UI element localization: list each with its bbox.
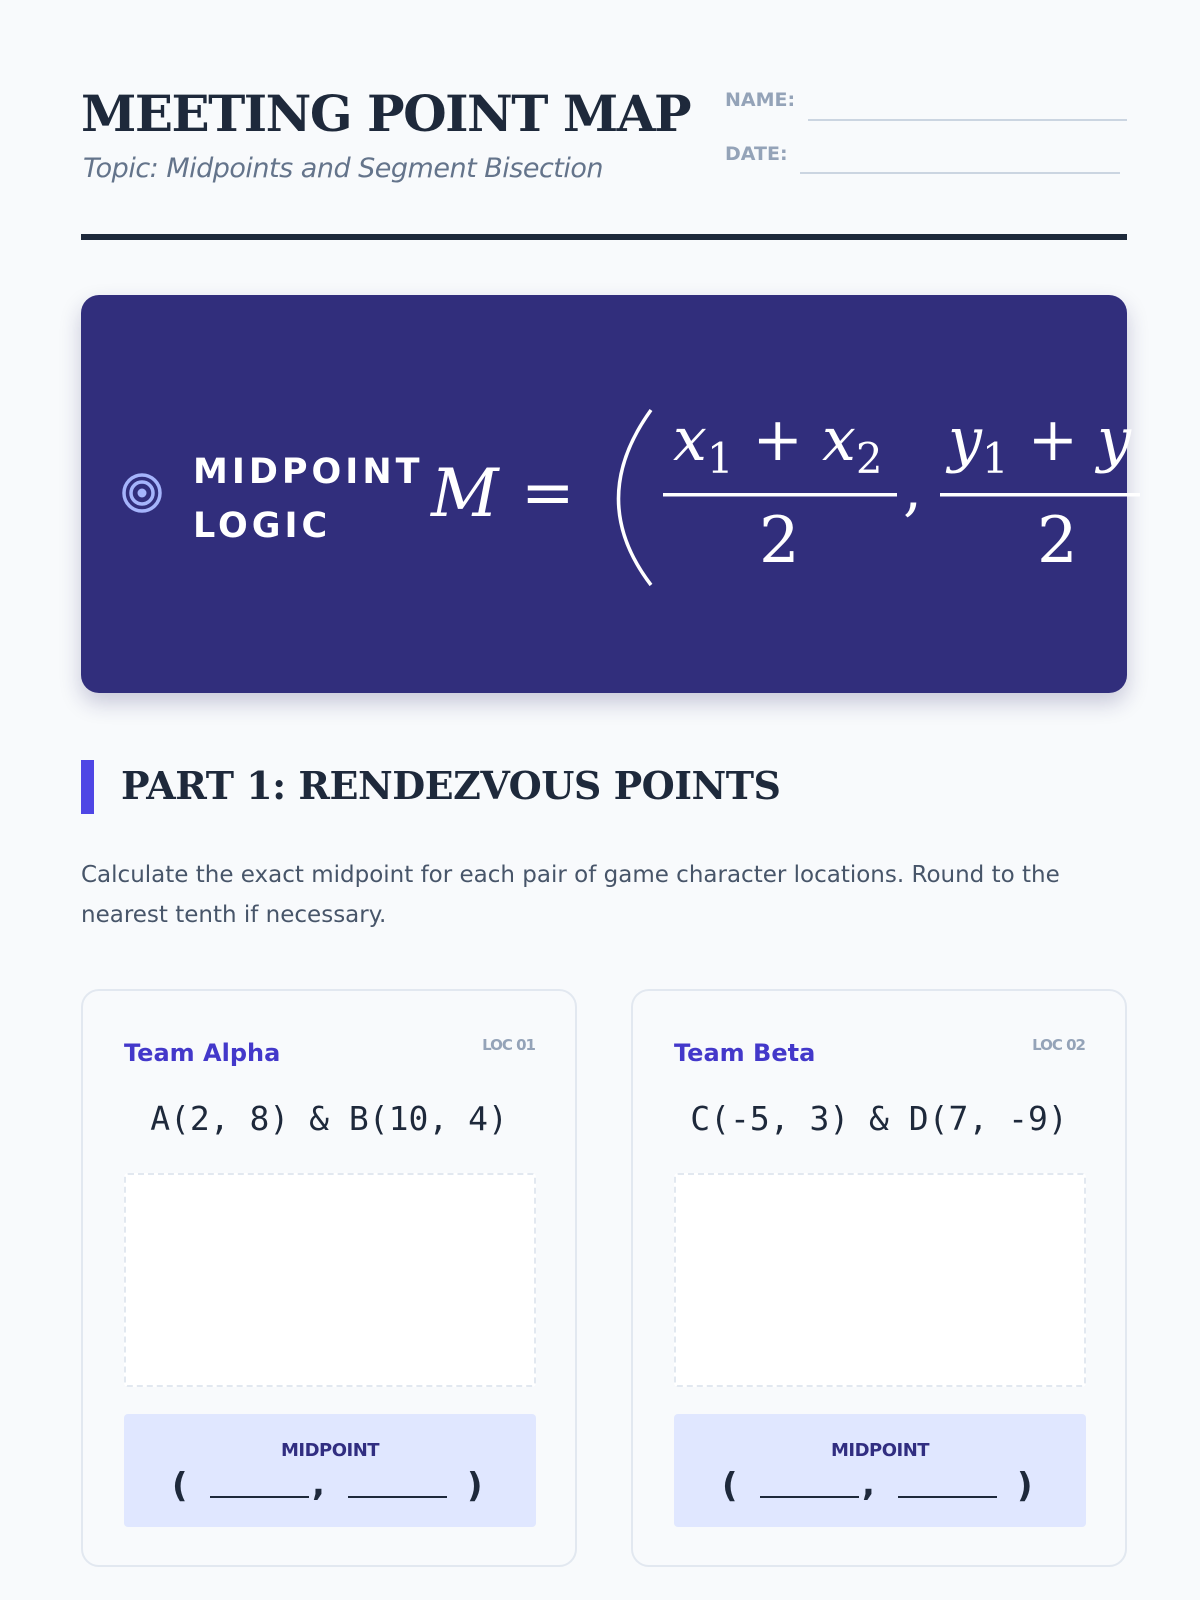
formula-x1-x2: $x_1 + x_2$ (673, 405, 883, 483)
name-label: NAME: (725, 89, 796, 111)
formula-panel (81, 295, 1131, 693)
location-tag: LOC 02 (1032, 1036, 1085, 1054)
midpoint-answer-box (674, 1414, 1086, 1527)
formula-comma: , (903, 454, 923, 524)
formula-label-line1: MIDPOINT (193, 452, 424, 492)
date-field-line[interactable] (800, 172, 1120, 174)
page-subtitle: Topic: Midpoints and Segment Bisection (83, 153, 604, 184)
answer-close-paren: ) (1017, 1466, 1033, 1506)
formula-y-fraction-bar (940, 493, 1140, 497)
answer-open-paren: ( (172, 1466, 188, 1506)
team-name: Team Beta (674, 1039, 816, 1067)
answer-close-paren: ) (467, 1466, 483, 1506)
location-tag: LOC 01 (482, 1036, 535, 1054)
section-title: PART 1: RENDEZVOUS POINTS (121, 763, 781, 808)
midpoint-label: MIDPOINT (830, 1440, 930, 1461)
name-field-line[interactable] (808, 119, 1127, 121)
answer-x-blank[interactable] (760, 1496, 859, 1498)
problem-card-alpha (81, 989, 577, 1567)
answer-y-blank[interactable] (348, 1496, 447, 1498)
header-divider (81, 234, 1127, 240)
work-area[interactable] (124, 1173, 536, 1387)
problem-card-beta (631, 989, 1127, 1567)
section-accent-bar (81, 760, 94, 814)
formula-y1-y2: $y_1 + y$ (948, 405, 1131, 483)
page-title: MEETING POINT MAP (81, 84, 691, 143)
midpoint-answer-box (124, 1414, 536, 1527)
work-area[interactable] (674, 1173, 1086, 1387)
answer-open-paren: ( (722, 1466, 738, 1506)
formula-equals: = (521, 456, 575, 530)
answer-y-blank[interactable] (898, 1496, 997, 1498)
midpoint-label: MIDPOINT (280, 1440, 380, 1461)
date-label: DATE: (725, 143, 788, 165)
answer-x-blank[interactable] (210, 1496, 309, 1498)
answer-comma: , (862, 1464, 875, 1504)
instructions-text: Calculate the exact midpoint for each pair of game character locations. Round to the nearest tenth if necessary. (81, 862, 1060, 928)
point-pair: C(-5, 3) & D(7, -9) (690, 1099, 1068, 1138)
formula-open-paren (619, 410, 652, 585)
formula-m: M (431, 455, 499, 532)
team-name: Team Alpha (124, 1039, 281, 1067)
formula-y-denominator: 2 (1037, 504, 1078, 578)
formula-x-denominator: 2 (759, 504, 800, 578)
point-pair: A(2, 8) & B(10, 4) (150, 1099, 508, 1138)
formula-x-fraction-bar (663, 493, 897, 497)
answer-comma: , (312, 1464, 325, 1504)
midpoint-formula (81, 295, 1131, 693)
formula-label-line2: LOGIC (193, 506, 332, 546)
